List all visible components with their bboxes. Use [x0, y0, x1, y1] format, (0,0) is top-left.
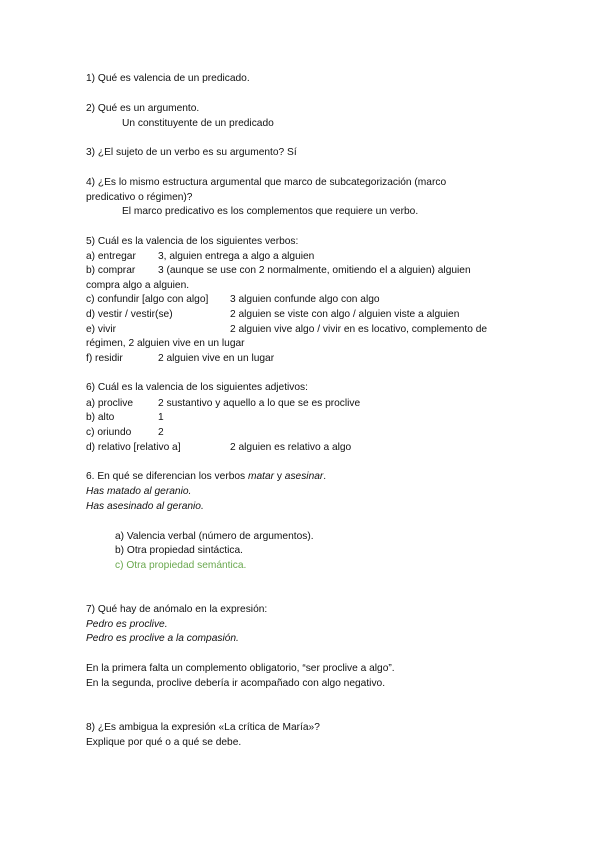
verb-row-d [86, 308, 460, 322]
verb-f: f) residir [86, 353, 123, 364]
option-c-highlighted: c) Otra propiedad semántica. [115, 560, 247, 571]
verb-row-c [86, 293, 380, 307]
adj-a: a) proclive [86, 398, 133, 409]
conjunction: y [274, 471, 285, 482]
answer-7-line-1: En la primera falta un complemento obligatorio, “ser proclive a algo”. [86, 663, 395, 674]
adj-d: d) relativo [relativo a] [86, 442, 181, 453]
verb-d: d) vestir / vestir(se) [86, 309, 173, 320]
answer-7-line-2: En la segunda, proclive debería ir acompañado con algo negativo. [86, 678, 386, 689]
verb-row-b [86, 264, 471, 278]
verb-d-valence: 2 alguien se viste con algo / alguien viste a alguien [230, 309, 460, 320]
question-4-line-1: 4) ¿Es lo mismo estructura argumental que marco de subcategorización (marco [86, 177, 447, 188]
question-6b [86, 470, 326, 484]
option-b: b) Otra propiedad sintáctica. [115, 545, 243, 556]
verb-row-a [86, 250, 315, 264]
question-2: 2) Qué es un argumento. [86, 103, 200, 114]
adj-b: b) alto [86, 412, 115, 423]
verb-e-valence: 2 alguien vive algo / vivir en es locativo, complemento de [230, 324, 488, 335]
example-matado: Has matado al geranio. [86, 486, 192, 497]
question-6b-pre: 6. En qué se diferencian los verbos [86, 471, 248, 482]
question-8: 8) ¿Es ambigua la expresión «La crítica de María»? [86, 722, 320, 733]
question-5: 5) Cuál es la valencia de los siguientes verbos: [86, 236, 299, 247]
adj-row-c [86, 426, 164, 440]
verb-f-valence: 2 alguien vive en un lugar [158, 353, 275, 364]
adj-a-valence: 2 sustantivo y aquello a lo que se es proclive [158, 398, 361, 409]
verb-e: e) vivir [86, 324, 116, 335]
verb-row-f [86, 352, 275, 366]
verb-c-valence: 3 alguien confunde algo con algo [230, 294, 380, 305]
verb-b-valence: 3 (aunque se use con 2 normalmente, omitiendo el a alguien) alguien [158, 265, 471, 276]
adj-b-valence: 1 [158, 412, 164, 423]
question-7: 7) Qué hay de anómalo en la expresión: [86, 604, 268, 615]
verb-e-valence-cont: régimen, 2 alguien vive en un lugar [86, 338, 245, 349]
question-6: 6) Cuál es la valencia de los siguientes adjetivos: [86, 382, 308, 393]
verb-b-valence-cont: compra algo a alguien. [86, 280, 190, 291]
option-a: a) Valencia verbal (número de argumentos). [115, 531, 314, 542]
example-proclive: Pedro es proclive. [86, 619, 168, 630]
question-1: 1) Qué es valencia de un predicado. [86, 73, 250, 84]
adj-row-b [86, 411, 164, 425]
verb-asesinar: asesinar [284, 471, 324, 482]
verb-a: a) entregar [86, 251, 136, 262]
question-4-line-2: predicativo o régimen)? [86, 192, 193, 203]
adj-c-valence: 2 [158, 427, 164, 438]
question-3: 3) ¿El sujeto de un verbo es su argumento? Sí [86, 147, 297, 158]
verb-a-valence: 3, alguien entrega a algo a alguien [158, 251, 315, 262]
question-6b-post: . [323, 471, 327, 482]
adj-d-valence: 2 alguien es relativo a algo [230, 442, 352, 453]
answer-2: Un constituyente de un predicado [122, 118, 274, 129]
example-proclive-compasion: Pedro es proclive a la compasión. [86, 633, 239, 644]
verb-c: c) confundir [algo con algo] [86, 294, 209, 305]
question-8-instruction: Explique por qué o a qué se debe. [86, 737, 242, 748]
example-asesinado: Has asesinado al geranio. [86, 501, 204, 512]
adj-c: c) oriundo [86, 427, 132, 438]
verb-b: b) comprar [86, 265, 136, 276]
verb-row-e [86, 323, 488, 337]
answer-4: El marco predicativo es los complementos que requiere un verbo. [122, 206, 419, 217]
adj-row-d [86, 441, 352, 455]
verb-matar: matar [247, 471, 275, 482]
adj-row-a [86, 397, 361, 411]
